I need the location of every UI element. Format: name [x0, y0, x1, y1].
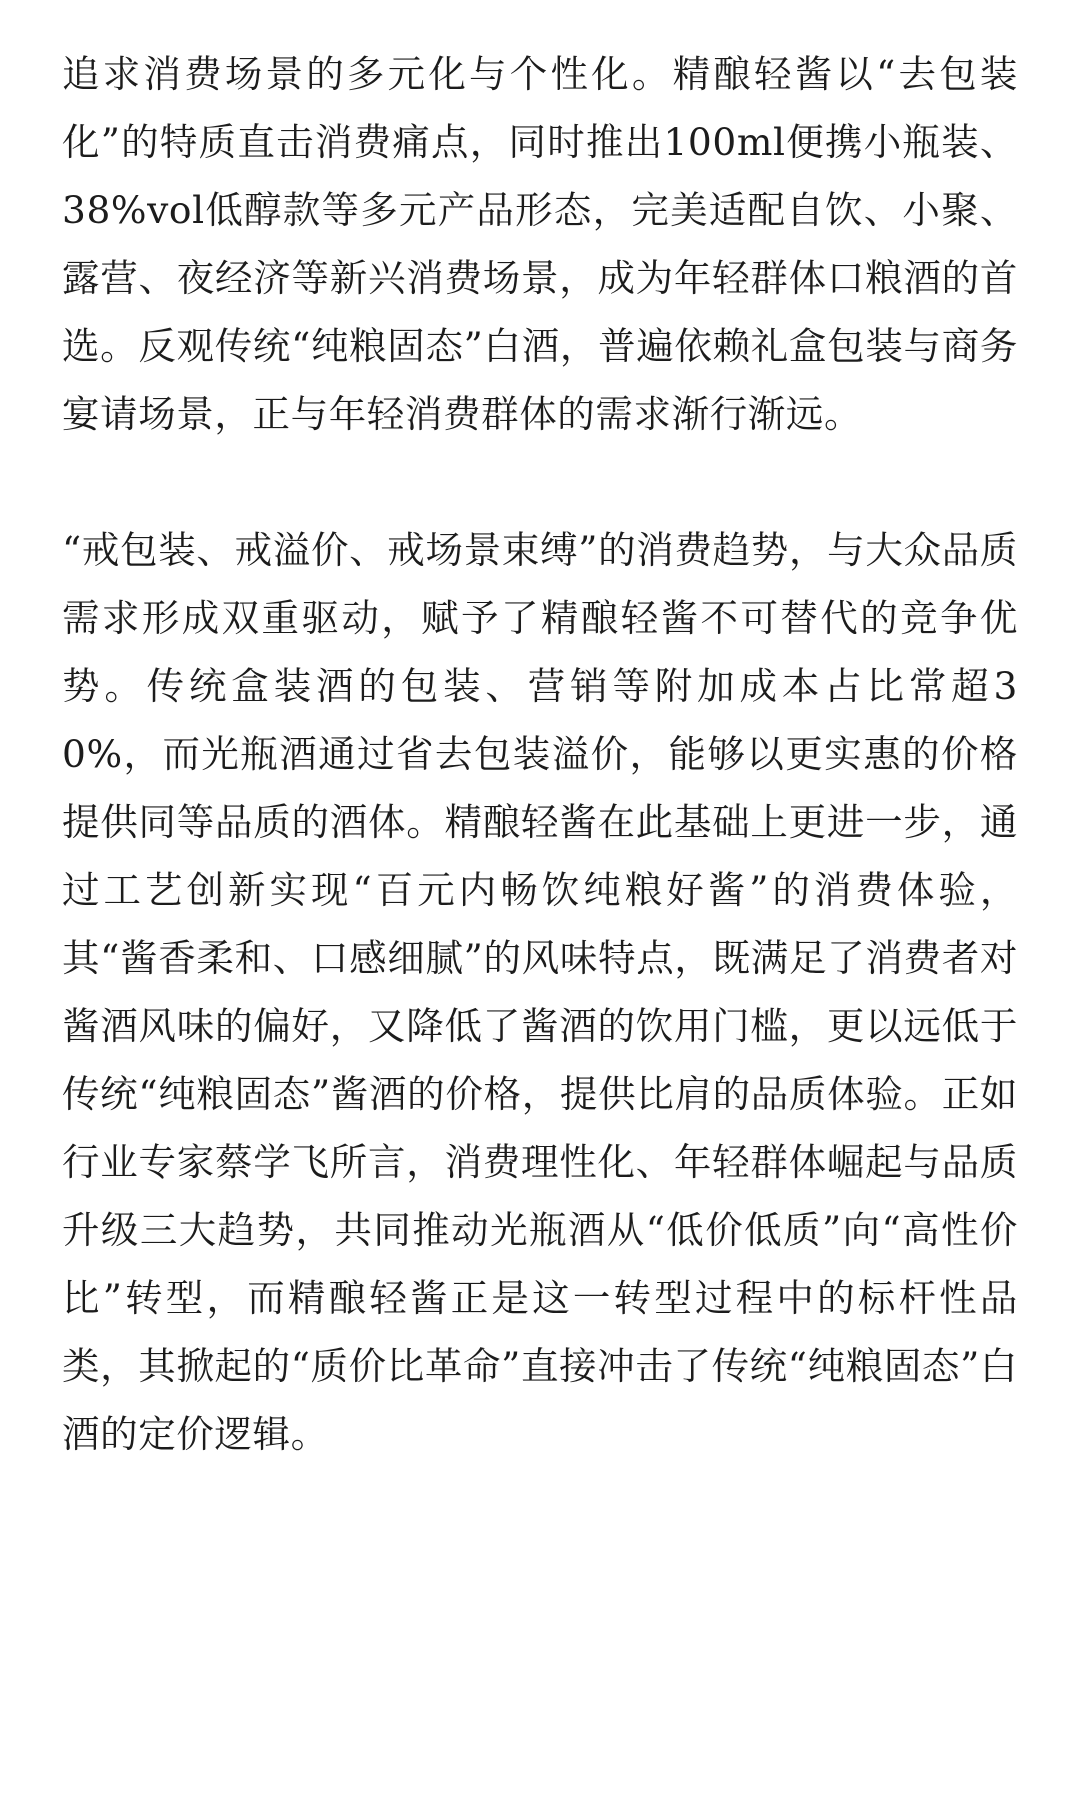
article-paragraph-1: 追求消费场景的多元化与个性化。精酿轻酱以“去包装化”的特质直击消费痛点，同时推出100ml便携小瓶装、38%vol低醇款等多元产品形态，完美适配自饮、小聚、露营、夜经济等新兴消费场景，成为年轻群体口粮酒的首选。反观传统“纯粮固态”白酒，普遍依赖礼盒包装与商务宴请场景，正与年轻消费群体的需求渐行渐远。 — [62, 52, 1018, 436]
article-body — [62, 40, 1018, 1536]
article-paragraph-2: “戒包装、戒溢价、戒场景束缚”的消费趋势，与大众品质需求形成双重驱动，赋予了精酿轻酱不可替代的竞争优势。传统盒装酒的包装、营销等附加成本占比常超30%，而光瓶酒通过省去包装溢价，能够以更实惠的价格提供同等品质的酒体。精酿轻酱在此基础上更进一步，通过工艺创新实现“百元内畅饮纯粮好酱”的消费体验，其“酱香柔和、口感细腻”的风味特点，既满足了消费者对酱酒风味的偏好，又降低了酱酒的饮用门槛，更以远低于传统“纯粮固态”酱酒的价格，提供比肩的品质体验。正如行业专家蔡学飞所言，消费理性化、年轻群体崛起与品质升级三大趋势，共同推动光瓶酒从“低价低质”向“高性价比”转型，而精酿轻酱正是这一转型过程中的标杆性品类，其掀起的“质价比革命”直接冲击了传统“纯粮固态”白酒的定价逻辑。 — [62, 528, 1018, 1456]
